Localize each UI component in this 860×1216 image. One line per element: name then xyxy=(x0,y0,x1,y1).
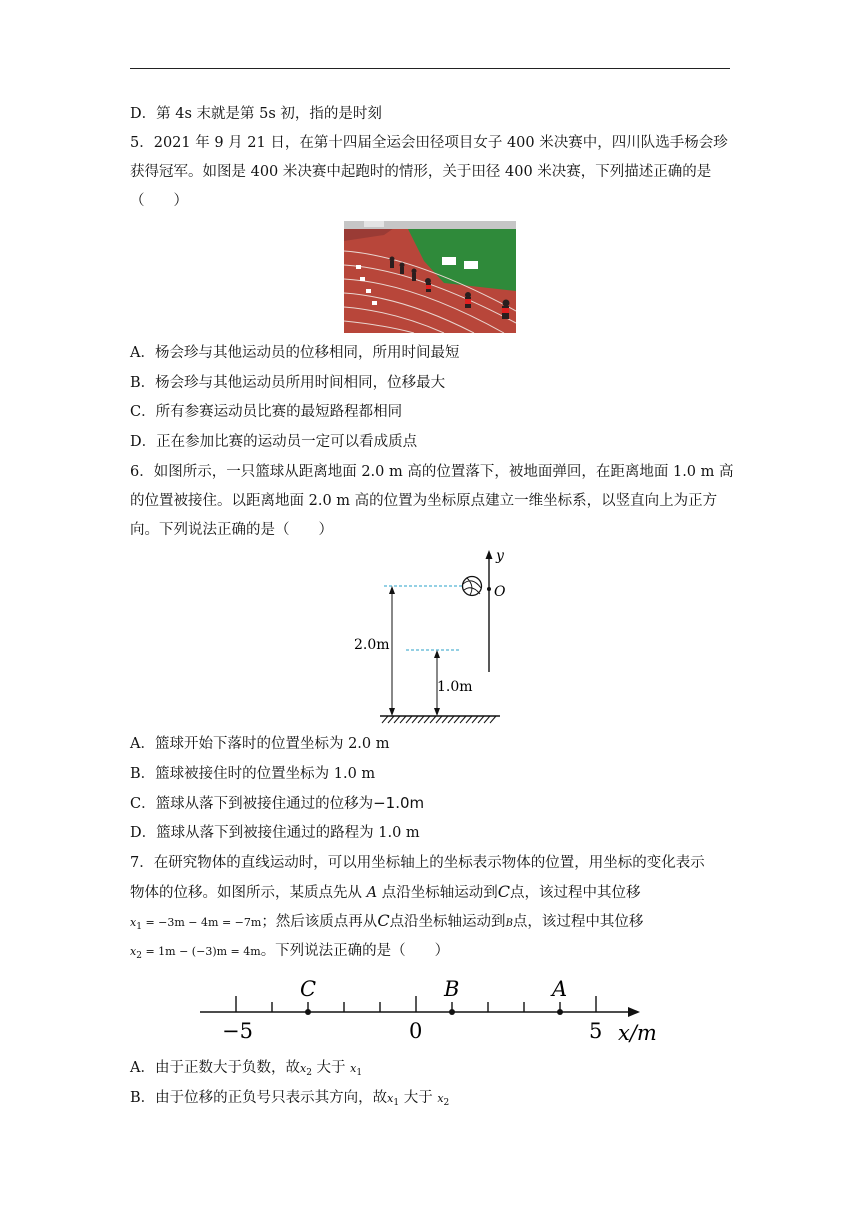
q4-option-d: D．第 4s 末就是第 5s 初，指的是时刻 xyxy=(130,106,382,122)
q7-stem-line-3: $x_1 = -3m - 4m = -7m$；然后该质点再从C点沿坐标轴运动到B点，该过程中其位移 xyxy=(130,911,644,932)
header-rule xyxy=(130,68,730,69)
origin-label: O xyxy=(494,584,506,600)
q5-stem-line-1: 5．2021 年 9 月 21 日，在第十四届全运会田径项目女子 400 米决赛中，四川队选手杨会珍 xyxy=(130,135,728,151)
q7-option-b: B．由于位移的正负号只表示其方向，故$x_1$ 大于 $x_2$ xyxy=(130,1090,450,1108)
q6-stem-line-3: 向。下列说法正确的是（ ） xyxy=(130,522,333,538)
q5-stem-line-2: 获得冠军。如图是 400 米决赛中起跑时的情形，关于田径 400 米决赛，下列描述正确的是 xyxy=(130,164,712,180)
point-label-b: B xyxy=(444,977,460,1001)
q7-stem-line-4: $x_2 = 1m - (-3)m = 4m$。下列说法正确的是（ ） xyxy=(130,943,450,961)
q5-option-d: D．正在参加比赛的运动员一定可以看成质点 xyxy=(130,434,418,450)
basketball-icon xyxy=(463,577,482,596)
q6-stem-line-1: 6．如图所示，一只篮球从距离地面 2.0 m 高的位置落下，被地面弹回，在距离地面 1.0 m 高 xyxy=(130,464,734,480)
tick-label-zero: 0 xyxy=(409,1019,423,1043)
number-line-figure xyxy=(200,972,670,1048)
point-label-c: C xyxy=(300,977,317,1001)
basketball-figure xyxy=(340,546,520,726)
q7-option-a: A．由于正数大于负数，故$x_2$ 大于 $x_1$ xyxy=(130,1060,363,1078)
q5-option-a: A．杨会珍与其他运动员的位移相同，所用时间最短 xyxy=(130,345,460,361)
q6-option-d: D．篮球从落下到被接住通过的路程为 1.0 m xyxy=(130,825,420,841)
q5-option-b: B．杨会珍与其他运动员所用时间相同，位移最大 xyxy=(130,375,446,391)
height-label-1m: 1.0m xyxy=(437,679,473,695)
tick-label-pos5: 5 xyxy=(589,1019,603,1043)
q6-stem-line-2: 的位置被接住。以距离地面 2.0 m 高的位置为坐标原点建立一维坐标系，以竖直向上为正方 xyxy=(130,493,718,509)
q7-stem-line-1: 7．在研究物体的直线运动时，可以用坐标轴上的坐标表示物体的位置，用坐标的变化表示 xyxy=(130,855,705,871)
q6-option-c-value: −1.0m xyxy=(373,794,425,812)
axis-unit-label: x/m xyxy=(618,1021,657,1045)
height-label-2m: 2.0m xyxy=(354,637,390,653)
q6-option-c: C．篮球从落下到被接住通过的位移为−1.0m xyxy=(130,794,425,812)
point-label-a: A xyxy=(552,977,568,1001)
tick-label-neg5: −5 xyxy=(222,1019,253,1043)
q6-option-b: B．篮球被接住时的位置坐标为 1.0 m xyxy=(130,766,376,782)
q7-stem-line-2: 物体的位移。如图所示，某质点先从 A 点沿坐标轴运动到C点，该过程中其位移 xyxy=(130,882,641,901)
q5-option-c: C．所有参赛运动员比赛的最短路程都相同 xyxy=(130,404,403,420)
axis-label-y: y xyxy=(496,548,504,564)
q5-stem-line-3: （ ） xyxy=(130,193,188,209)
q6-option-a: A．篮球开始下落时的位置坐标为 2.0 m xyxy=(130,736,390,752)
race-start-photo xyxy=(344,221,516,333)
